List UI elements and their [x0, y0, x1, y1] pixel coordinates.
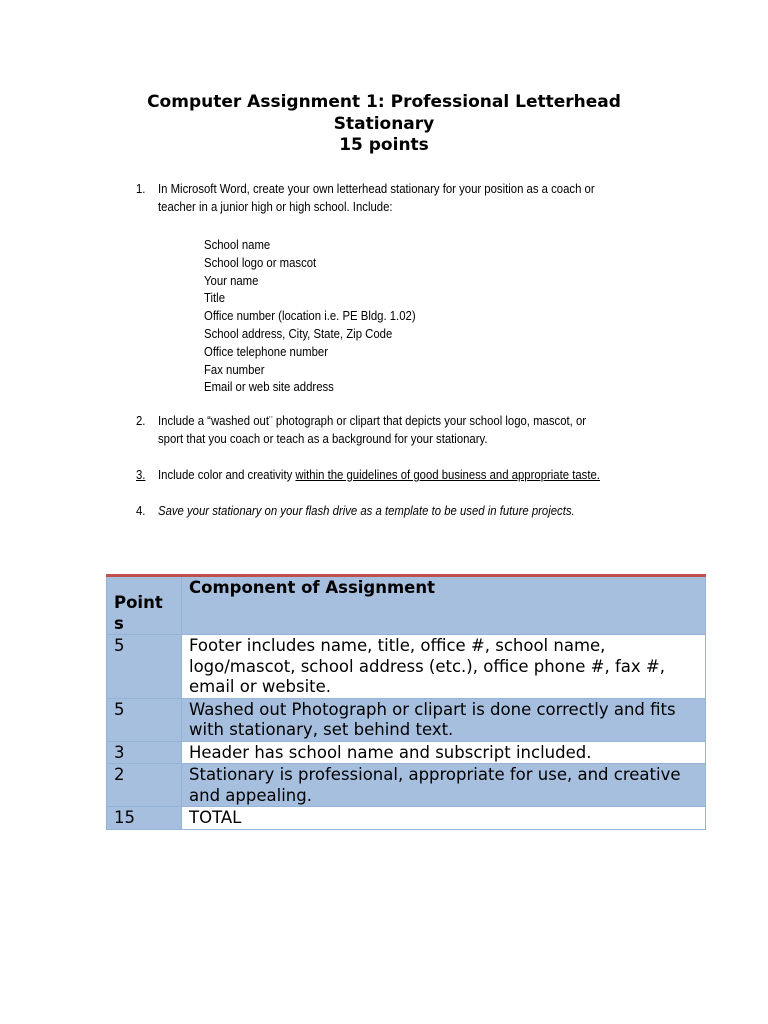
- instruction-text: In Microsoft Word, create your own letterhead stationary for your position as a coach or: [158, 181, 595, 196]
- instruction-number: 1.: [136, 181, 146, 196]
- include-item: Fax number: [204, 361, 265, 377]
- component-cell: Footer includes name, title, office #, school name, logo/mascot, school address (etc.), office phone #, fax #, email or website.: [182, 635, 706, 699]
- points-cell: 2: [107, 764, 182, 807]
- points-cell: 5: [107, 635, 182, 699]
- table-row: [107, 698, 706, 741]
- include-item: Office number (location i.e. PE Bldg. 1.02): [204, 308, 416, 324]
- instruction-text: sport that you coach or teach as a background for your stationary.: [158, 431, 488, 446]
- instruction-number: 4.: [136, 503, 146, 518]
- rubric-table: [106, 574, 706, 830]
- rubric-header-row: [107, 576, 706, 635]
- title-line-2: Stationary: [333, 113, 435, 134]
- include-list: [204, 236, 416, 396]
- component-cell: Washed out Photograph or clipart is done correctly and fits with stationary, set behind text.: [182, 698, 706, 741]
- table-row: [107, 807, 706, 830]
- points-header: [107, 576, 182, 635]
- include-item: Office telephone number: [204, 343, 329, 359]
- instruction-text-underlined: within the guidelines of good business and appropriate taste.: [295, 467, 600, 482]
- include-item: School address, City, State, Zip Code: [204, 325, 393, 341]
- title-line-3: 15 points: [339, 135, 429, 155]
- points-cell: 3: [107, 741, 182, 764]
- points-cell: 5: [107, 698, 182, 741]
- points-header-line-1: Point: [114, 593, 163, 612]
- instruction-text-plain: Include color and creativity: [158, 467, 296, 482]
- component-cell: TOTAL: [182, 807, 706, 830]
- instruction-text: Include a “washed out¨ photograph or clipart that depicts your school logo, mascot, or: [158, 413, 587, 428]
- component-cell: Header has school name and subscript included.: [182, 741, 706, 764]
- include-item: Your name: [204, 272, 259, 288]
- points-cell: 15: [107, 807, 182, 830]
- title-line-1: Computer Assignment 1: Professional Letterhead: [147, 92, 621, 112]
- table-row: [107, 764, 706, 807]
- table-row: [107, 741, 706, 764]
- instruction-number: 3.: [136, 467, 146, 482]
- include-item: Title: [204, 290, 226, 306]
- table-row: [107, 635, 706, 699]
- instruction-text: Save your stationary on your flash drive as a template to be used in future projects.: [158, 503, 575, 518]
- points-header-line-2: s: [114, 613, 124, 633]
- include-item: School name: [204, 237, 271, 252]
- instruction-number: 2.: [136, 413, 146, 428]
- include-item: Email or web site address: [204, 379, 334, 395]
- instruction-text: [158, 467, 600, 482]
- assignment-title: [100, 92, 668, 157]
- component-cell: Stationary is professional, appropriate for use, and creative and appealing.: [182, 764, 706, 807]
- instruction-text: teacher in a junior high or high school. Include:: [158, 199, 393, 214]
- component-header: Component of Assignment: [182, 576, 706, 635]
- include-item: School logo or mascot: [204, 254, 317, 270]
